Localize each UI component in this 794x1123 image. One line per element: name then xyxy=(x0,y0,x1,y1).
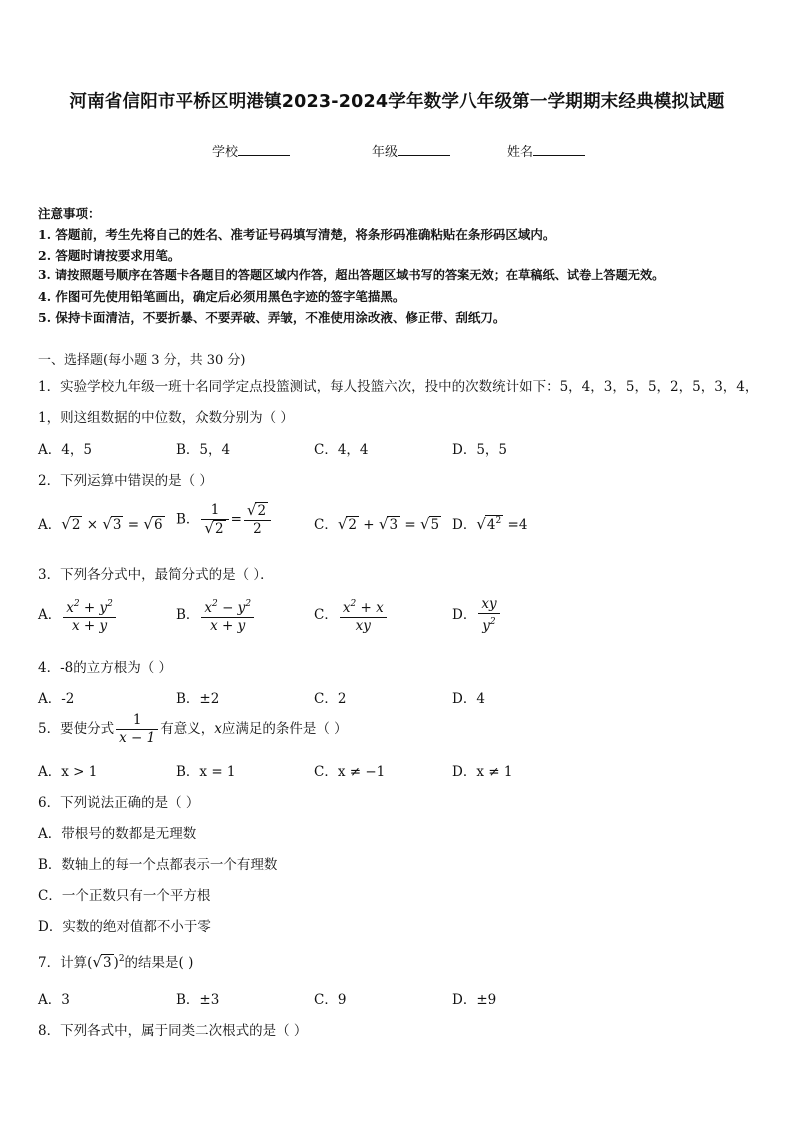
q2-option-a[interactable]: A．√2 × √3 = √6 xyxy=(38,515,163,533)
name-field[interactable] xyxy=(507,141,585,160)
q4-option-b[interactable]: B．±2 xyxy=(176,691,220,707)
q1-option-d[interactable]: D．5，5 xyxy=(452,442,508,458)
question-5-stem: 5．要使分式 $\frac{1}{x - 1}$ 有意义，x应满足的条件是（ ） xyxy=(38,712,348,746)
question-2-stem: 2．下列运算中错误的是（ ） xyxy=(38,473,213,489)
grade-label: 年级 xyxy=(372,145,399,160)
notice-item: 4. 作图可先使用铅笔画出，确定后必须用黑色字迹的签字笔描黑。 xyxy=(38,289,406,304)
q5-option-b[interactable]: B．x = 1 xyxy=(176,764,236,780)
option-label: B． xyxy=(176,511,200,528)
q4-option-d[interactable]: D．4 xyxy=(452,691,485,707)
name-label: 姓名 xyxy=(507,145,534,160)
q2-option-c[interactable]: C．√2 + √3 = √5 xyxy=(314,515,440,533)
q5-option-c[interactable]: C．x ≠ −1 xyxy=(314,764,386,780)
q6-option-d[interactable]: D．实数的绝对值都不小于零 xyxy=(38,919,211,935)
q6-option-a[interactable]: A．带根号的数都是无理数 xyxy=(38,826,197,842)
option-label: D． xyxy=(452,607,477,623)
question-1-line-1: 1．实验学校九年级一班十名同学定点投篮测试，每人投篮六次，投中的次数统计如下：5，4，3，5，5，2，5，3，4， xyxy=(38,379,759,395)
page-title: 河南省信阳市平桥区明港镇2023-2024学年数学八年级第一学期期末经典模拟试题 xyxy=(69,92,725,112)
q3-option-c[interactable]: C． $\frac{x^2 + x}{xy}$ xyxy=(314,596,389,635)
q4-option-a[interactable]: A．-2 xyxy=(38,691,75,707)
q3-option-d[interactable]: D． $\frac{xy}{y^2}$ xyxy=(452,596,502,635)
q2-option-b[interactable]: B． $\frac{1}{√2}$ = $\frac{√2}{2}$ xyxy=(176,502,273,538)
question-8-stem: 8．下列各式中，属于同类二次根式的是（ ） xyxy=(38,1023,308,1039)
q1-option-c[interactable]: C．4，4 xyxy=(314,442,369,458)
q7-option-c[interactable]: C．9 xyxy=(314,992,347,1008)
q7-option-b[interactable]: B．±3 xyxy=(176,992,220,1008)
q6-option-b[interactable]: B．数轴上的每一个点都表示一个有理数 xyxy=(38,857,278,873)
q7-option-d[interactable]: D．±9 xyxy=(452,992,497,1008)
option-label: C． xyxy=(314,607,338,623)
option-label: A． xyxy=(38,517,62,533)
school-label: 学校 xyxy=(212,145,239,160)
q4-option-c[interactable]: C．2 xyxy=(314,691,347,707)
notice-item: 5. 保持卡面清洁，不要折暴、不要弄破、弄皱，不准使用涂改液、修正带、刮纸刀。 xyxy=(38,310,506,325)
q6-option-c[interactable]: C．一个正数只有一个平方根 xyxy=(38,888,211,904)
q7-option-a[interactable]: A．3 xyxy=(38,992,70,1008)
question-4-stem: 4．-8的立方根为（ ） xyxy=(38,660,173,676)
q2-option-d[interactable]: D．$√4^2 =4$ xyxy=(452,515,528,533)
section-heading: 一、选择题(每小题 3 分，共 30 分) xyxy=(38,353,246,368)
option-label: B． xyxy=(176,607,200,623)
question-7-stem: 7．计算(√3 )$^2$的结果是( ) xyxy=(38,953,194,971)
q3-option-a[interactable]: A． $\frac{x^2 + y^2}{x + y}$ xyxy=(38,596,118,635)
notice-heading: 注意事项： xyxy=(38,206,101,221)
grade-field[interactable] xyxy=(372,141,450,160)
option-label: C． xyxy=(314,517,338,533)
school-field[interactable] xyxy=(212,141,290,160)
notice-item: 3. 请按照题号顺序在答题卡各题目的答题区域内作答，超出答题区域书写的答案无效；在草稿纸、试卷上答题无效。 xyxy=(38,268,665,282)
q1-option-b[interactable]: B．5，4 xyxy=(176,442,231,458)
q1-option-a[interactable]: A．4，5 xyxy=(38,442,92,458)
q5-option-a[interactable]: A．x > 1 xyxy=(38,764,98,780)
q5-option-d[interactable]: D．x ≠ 1 xyxy=(452,764,513,780)
question-1-line-2: 1，则这组数据的中位数，众数分别为（ ） xyxy=(38,410,294,426)
notice-item: 1. 答题前，考生先将自己的姓名、准考证号码填写清楚，将条形码准确粘贴在条形码区域内。 xyxy=(38,227,556,242)
notice-item: 2. 答题时请按要求用笔。 xyxy=(38,248,181,263)
option-label: D． xyxy=(452,517,477,533)
option-label: A． xyxy=(38,607,62,623)
q3-option-b[interactable]: B． $\frac{x^2 - y^2}{x + y}$ xyxy=(176,596,256,635)
question-6-stem: 6．下列说法正确的是（ ） xyxy=(38,795,200,811)
question-3-stem: 3．下列各分式中，最简分式的是（ ）． xyxy=(38,567,274,583)
